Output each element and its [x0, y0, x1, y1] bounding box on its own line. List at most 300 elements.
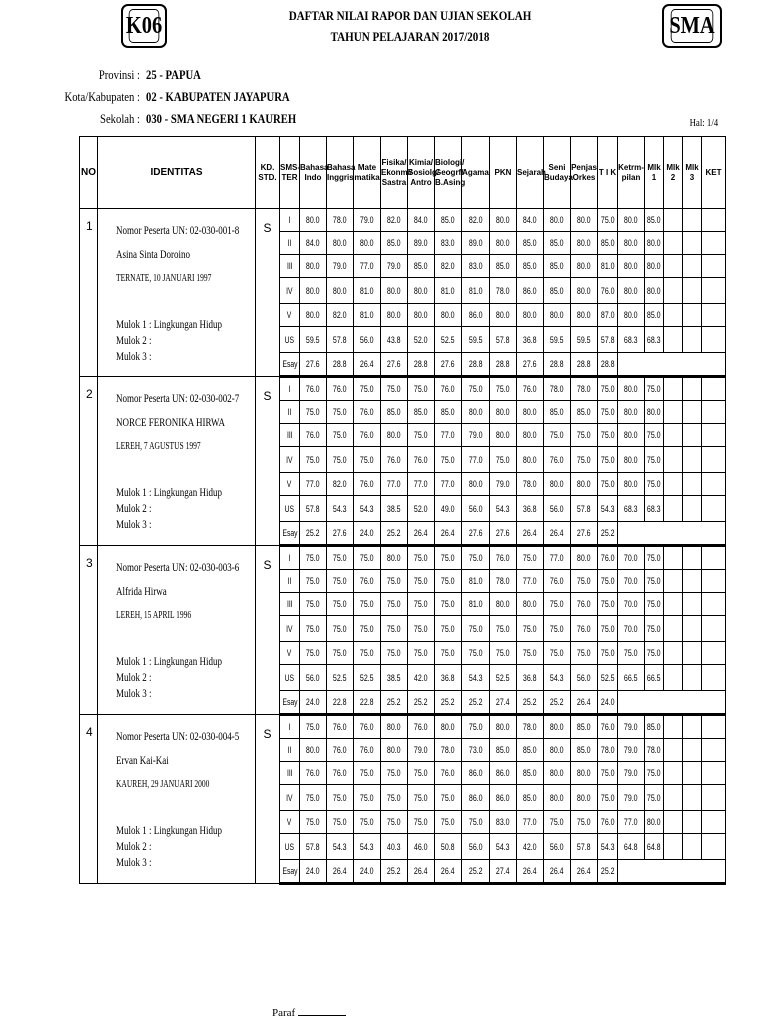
grade-value: 75.0: [600, 384, 615, 394]
grade-value: 87.0: [600, 310, 615, 320]
grade-cell: [435, 278, 462, 304]
grade-value: 54.3: [600, 503, 615, 514]
grade-value: 75.0: [496, 648, 510, 658]
grade-cell: [354, 255, 381, 278]
mulok-3: Mulok 3 :: [116, 686, 152, 700]
grade-cell: [517, 715, 544, 739]
grade-value: 86.0: [523, 285, 537, 296]
grade-value: 77.0: [550, 553, 564, 563]
header-subject: [702, 137, 726, 209]
semester-cell: [280, 473, 300, 496]
grade-value: 75.0: [360, 768, 374, 778]
grade-value: 85.0: [550, 285, 564, 296]
essay-cell: [517, 522, 544, 546]
grade-cell: [645, 496, 664, 522]
grade-value: 75.0: [577, 648, 591, 658]
grade-cell: [664, 304, 683, 327]
grade-cell: [544, 473, 571, 496]
grade-value: 75.0: [468, 817, 483, 827]
grade-value: 75.0: [647, 576, 661, 586]
header-line: PKN: [494, 167, 512, 177]
grade-cell: [702, 593, 726, 616]
header-no: NO: [80, 137, 98, 209]
grade-cell: [544, 447, 571, 473]
grade-value: 78.0: [441, 745, 455, 755]
grade-cell: [490, 762, 517, 785]
grade-cell: [490, 473, 517, 496]
mulok-1: Mulok 1 : Lingkungan Hidup: [116, 317, 222, 331]
grade-value: 80.0: [577, 285, 591, 296]
student-number: 2: [80, 377, 98, 546]
student-exam-number: Nomor Peserta UN: 02-030-002-7: [116, 391, 240, 405]
grade-cell: [683, 255, 702, 278]
header-subject: [408, 137, 440, 209]
header-line: pilan: [621, 172, 641, 182]
grade-cell: [571, 327, 598, 353]
grade-cell: [664, 834, 683, 860]
grade-cell: [435, 473, 462, 496]
grade-value: 75.0: [360, 553, 374, 563]
essay-value: 28.8: [600, 359, 615, 369]
grade-cell: [598, 401, 618, 424]
grade-cell: [354, 762, 381, 785]
grade-cell: [598, 473, 618, 496]
grade-value: 75.0: [496, 384, 510, 394]
grade-cell: [571, 834, 598, 860]
grade-cell: [702, 473, 726, 496]
grade-cell: [683, 496, 702, 522]
header-line: Kimia/: [408, 157, 433, 167]
grade-cell: [517, 447, 544, 473]
grade-cell: [490, 785, 517, 811]
essay-cell: [544, 353, 571, 377]
essay-empty: [618, 860, 726, 884]
essay-cell: [327, 860, 354, 884]
grade-value: 80.0: [550, 479, 564, 489]
grade-cell: [462, 255, 490, 278]
header-line: STD.: [258, 172, 277, 182]
grade-value: 76.0: [550, 576, 564, 586]
grade-value: 75.0: [441, 454, 455, 465]
mulok-1: Mulok 1 : Lingkungan Hidup: [116, 823, 222, 837]
grade-cell: [327, 424, 354, 447]
header-subject: [462, 137, 490, 209]
grade-value: 80.0: [387, 745, 401, 755]
student-birth: LEREH, 15 APRIL 1996: [116, 610, 192, 621]
essay-cell: [435, 691, 462, 715]
grade-value: 78.0: [647, 745, 661, 755]
grade-value: 70.0: [624, 623, 638, 634]
grade-cell: [327, 642, 354, 665]
grade-value: 75.0: [468, 722, 483, 732]
grade-value: 75.0: [600, 479, 615, 489]
grade-cell: [408, 811, 435, 834]
grade-cell: [645, 811, 664, 834]
grade-cell: [490, 255, 517, 278]
semester-label: IV: [286, 285, 293, 296]
grade-cell: [544, 327, 571, 353]
grade-cell: [664, 255, 683, 278]
grade-value: 80.0: [333, 238, 347, 248]
grade-cell: [327, 593, 354, 616]
header-line: Inggris: [327, 172, 354, 182]
grade-cell: [645, 278, 664, 304]
grade-value: 36.8: [523, 672, 537, 683]
essay-value: 25.2: [387, 697, 401, 707]
grade-cell: [462, 834, 490, 860]
grade-cell: [354, 424, 381, 447]
grade-value: 79.0: [624, 745, 638, 755]
grade-cell: [544, 424, 571, 447]
grade-cell: [544, 811, 571, 834]
semester-cell: [280, 616, 300, 642]
page-number: Hal: 1/4: [689, 117, 719, 129]
header-line: Budaya: [544, 172, 573, 182]
grade-value: 54.3: [600, 841, 615, 852]
grade-cell: [381, 546, 408, 570]
mulok-2: Mulok 2 :: [116, 670, 152, 684]
grade-cell: [381, 593, 408, 616]
grade-value: 75.0: [360, 454, 374, 465]
grade-value: 75.0: [577, 430, 591, 440]
grade-value: 57.8: [577, 841, 591, 852]
grade-cell: [490, 665, 517, 691]
grade-cell: [408, 473, 435, 496]
grade-value: 75.0: [414, 817, 428, 827]
student-name: NORCE FERONIKA HIRWA: [116, 415, 226, 429]
semester-cell: [280, 401, 300, 424]
grade-cell: [327, 496, 354, 522]
header-line: Orkes: [572, 172, 596, 182]
grade-value: 76.0: [333, 722, 347, 732]
grade-cell: [618, 593, 645, 616]
grade-cell: [490, 447, 517, 473]
grade-value: 75.0: [306, 792, 320, 803]
grade-cell: [702, 255, 726, 278]
grade-value: 80.0: [624, 430, 638, 440]
grade-value: 76.0: [387, 454, 401, 465]
header-subject: [544, 137, 571, 209]
grade-value: 80.0: [624, 407, 638, 417]
grade-value: 85.0: [414, 261, 428, 271]
grade-value: 86.0: [468, 768, 483, 778]
grade-value: 83.0: [468, 261, 483, 271]
grade-value: 80.0: [414, 285, 428, 296]
grade-cell: [645, 665, 664, 691]
grade-cell: [618, 811, 645, 834]
essay-value: 28.8: [333, 359, 347, 369]
essay-value: 28.8: [496, 359, 510, 369]
grade-value: 64.8: [647, 841, 661, 852]
grade-cell: [300, 255, 327, 278]
student-identity: [98, 209, 256, 377]
grade-cell: [435, 496, 462, 522]
grade-value: 80.0: [577, 261, 591, 271]
grade-cell: [435, 616, 462, 642]
grade-value: 75.0: [600, 430, 615, 440]
grade-value: 80.0: [624, 238, 638, 248]
grade-value: 66.5: [647, 672, 661, 683]
grade-cell: [327, 834, 354, 860]
grade-value: 75.0: [333, 553, 347, 563]
grade-value: 54.3: [468, 672, 483, 683]
grade-cell: [327, 447, 354, 473]
header-subject: [645, 137, 664, 209]
grade-cell: [645, 762, 664, 785]
grade-cell: [544, 546, 571, 570]
grade-value: 75.0: [387, 576, 401, 586]
grade-cell: [702, 834, 726, 860]
grade-value: 57.8: [496, 334, 510, 345]
grade-value: 75.0: [414, 792, 428, 803]
grade-cell: [462, 278, 490, 304]
grade-cell: [408, 785, 435, 811]
grade-cell: [664, 570, 683, 593]
grade-cell: [683, 834, 702, 860]
grade-cell: [462, 424, 490, 447]
mulok-2: Mulok 2 :: [116, 333, 152, 347]
grade-cell: [618, 424, 645, 447]
grade-value: 80.0: [387, 285, 401, 296]
grade-cell: [702, 377, 726, 401]
header-line: Agama: [462, 167, 489, 177]
grade-cell: [408, 739, 435, 762]
grade-cell: [618, 209, 645, 232]
grade-cell: [408, 665, 435, 691]
essay-value: 28.8: [577, 359, 591, 369]
grade-value: 81.0: [468, 576, 483, 586]
grade-value: 68.3: [647, 503, 661, 514]
grade-cell: [571, 715, 598, 739]
grade-cell: [517, 424, 544, 447]
grade-value: 75.0: [414, 384, 428, 394]
grade-value: 82.0: [333, 310, 347, 320]
grade-value: 76.0: [306, 768, 320, 778]
grade-cell: [435, 593, 462, 616]
grade-cell: [462, 642, 490, 665]
grade-value: 40.3: [387, 841, 401, 852]
grade-value: 85.0: [441, 215, 455, 225]
essay-value: 27.6: [306, 359, 320, 369]
grade-value: 85.0: [523, 792, 537, 803]
grade-cell: [517, 811, 544, 834]
grade-cell: [381, 811, 408, 834]
essay-cell: [381, 522, 408, 546]
grade-cell: [327, 255, 354, 278]
essay-cell: [300, 522, 327, 546]
grade-value: 59.5: [468, 334, 483, 345]
grade-value: 80.0: [496, 722, 510, 732]
grade-value: 75.0: [624, 648, 638, 658]
student-kd-std: S: [256, 715, 280, 884]
grade-cell: [598, 834, 618, 860]
header-line: TER: [281, 172, 298, 182]
grade-cell: [571, 665, 598, 691]
grade-value: 42.0: [414, 672, 428, 683]
grade-value: 77.0: [387, 479, 401, 489]
grade-cell: [683, 377, 702, 401]
grade-value: 54.3: [550, 672, 564, 683]
grade-cell: [300, 424, 327, 447]
table-row: [80, 209, 726, 232]
grade-value: 85.0: [550, 238, 564, 248]
grade-value: 77.0: [523, 576, 537, 586]
grade-cell: [517, 278, 544, 304]
grade-cell: [435, 739, 462, 762]
grade-value: 75.0: [523, 553, 537, 563]
grade-cell: [664, 377, 683, 401]
grade-value: 76.0: [441, 384, 455, 394]
grade-cell: [664, 616, 683, 642]
grade-value: 75.0: [441, 599, 455, 609]
grade-value: 85.0: [550, 407, 564, 417]
grade-value: 54.3: [360, 503, 374, 514]
semester-cell: [280, 447, 300, 473]
grade-cell: [618, 570, 645, 593]
grade-value: 79.0: [624, 722, 638, 732]
grade-cell: [354, 715, 381, 739]
grade-cell: [702, 739, 726, 762]
grade-cell: [327, 546, 354, 570]
grade-cell: [435, 665, 462, 691]
grade-value: 75.0: [387, 817, 401, 827]
grade-cell: [490, 278, 517, 304]
grade-value: 68.3: [624, 503, 638, 514]
essay-cell: [435, 353, 462, 377]
grade-cell: [327, 232, 354, 255]
grade-cell: [683, 616, 702, 642]
grade-cell: [300, 593, 327, 616]
grade-cell: [408, 616, 435, 642]
grade-cell: [664, 739, 683, 762]
grade-value: 54.3: [496, 503, 510, 514]
student-kd-std: S: [256, 209, 280, 377]
essay-cell: [571, 860, 598, 884]
grade-value: 75.0: [647, 479, 661, 489]
grade-value: 75.0: [414, 553, 428, 563]
grade-value: 52.0: [414, 334, 428, 345]
mulok-2: Mulok 2 :: [116, 839, 152, 853]
grade-cell: [702, 327, 726, 353]
grade-cell: [517, 593, 544, 616]
grade-cell: [544, 715, 571, 739]
grade-cell: [702, 401, 726, 424]
semester-label: V: [287, 310, 292, 320]
grade-cell: [300, 570, 327, 593]
grade-cell: [598, 785, 618, 811]
grade-cell: [435, 447, 462, 473]
grade-cell: [598, 811, 618, 834]
grade-cell: [435, 762, 462, 785]
grade-cell: [354, 447, 381, 473]
essay-value: 24.0: [360, 528, 374, 538]
mulok-3: Mulok 3 :: [116, 349, 152, 363]
grade-cell: [517, 473, 544, 496]
grade-value: 75.0: [306, 576, 320, 586]
essay-value: 25.2: [387, 866, 401, 876]
grade-cell: [664, 642, 683, 665]
mulok-3: Mulok 3 :: [116, 517, 152, 531]
semester-cell: [280, 424, 300, 447]
grade-cell: [544, 665, 571, 691]
header-line: 1: [651, 172, 657, 182]
grade-value: 85.0: [414, 407, 428, 417]
grade-value: 38.5: [387, 672, 401, 683]
essay-cell: [462, 691, 490, 715]
header-line: KET: [705, 167, 722, 177]
grade-cell: [408, 593, 435, 616]
grade-cell: [381, 255, 408, 278]
grade-value: 57.8: [306, 503, 320, 514]
grade-cell: [327, 616, 354, 642]
essay-value: 22.8: [360, 697, 374, 707]
grade-value: 76.0: [496, 553, 510, 563]
grade-cell: [683, 424, 702, 447]
grade-value: 77.0: [468, 454, 483, 465]
essay-value: 25.2: [600, 528, 615, 538]
semester-label: US: [284, 841, 295, 852]
grade-cell: [645, 327, 664, 353]
grade-cell: [517, 304, 544, 327]
grade-value: 56.0: [306, 672, 320, 683]
grade-cell: [598, 546, 618, 570]
essay-cell: [408, 353, 435, 377]
semester-cell: [280, 304, 300, 327]
essay-empty: [618, 691, 726, 715]
essay-value: 26.4: [523, 866, 537, 876]
essay-value: 28.8: [414, 359, 428, 369]
semester-cell: [280, 739, 300, 762]
grade-value: 76.0: [600, 817, 615, 827]
grade-cell: [664, 762, 683, 785]
essay-value: 26.4: [360, 359, 374, 369]
essay-value: 25.2: [387, 528, 401, 538]
grade-cell: [645, 401, 664, 424]
semester-cell: [280, 834, 300, 860]
header-line: Ketrm-: [618, 162, 644, 172]
student-number: 1: [80, 209, 98, 377]
info-label: Sekolah :: [100, 111, 140, 126]
grade-value: 75.0: [441, 623, 455, 634]
mulok-2: Mulok 2 :: [116, 501, 152, 515]
grade-value: 81.0: [360, 310, 374, 320]
grade-cell: [490, 304, 517, 327]
grade-cell: [598, 255, 618, 278]
essay-cell: [571, 353, 598, 377]
grade-cell: [354, 377, 381, 401]
grade-cell: [408, 570, 435, 593]
grade-value: 75.0: [306, 722, 320, 732]
grade-value: 79.0: [360, 215, 374, 225]
header-line: Bahasa: [300, 162, 329, 172]
semester-cell: [280, 691, 300, 715]
grade-cell: [598, 739, 618, 762]
grade-value: 80.0: [387, 722, 401, 732]
grade-cell: [618, 377, 645, 401]
grade-cell: [664, 447, 683, 473]
grade-cell: [618, 232, 645, 255]
grade-cell: [571, 278, 598, 304]
student-exam-number: Nomor Peserta UN: 02-030-003-6: [116, 560, 240, 574]
grade-value: 77.0: [523, 817, 537, 827]
grade-cell: [300, 811, 327, 834]
grade-cell: [598, 304, 618, 327]
grade-value: 80.0: [624, 261, 638, 271]
grade-value: 78.0: [333, 215, 347, 225]
grade-cell: [544, 642, 571, 665]
grade-cell: [645, 570, 664, 593]
grade-cell: [381, 642, 408, 665]
